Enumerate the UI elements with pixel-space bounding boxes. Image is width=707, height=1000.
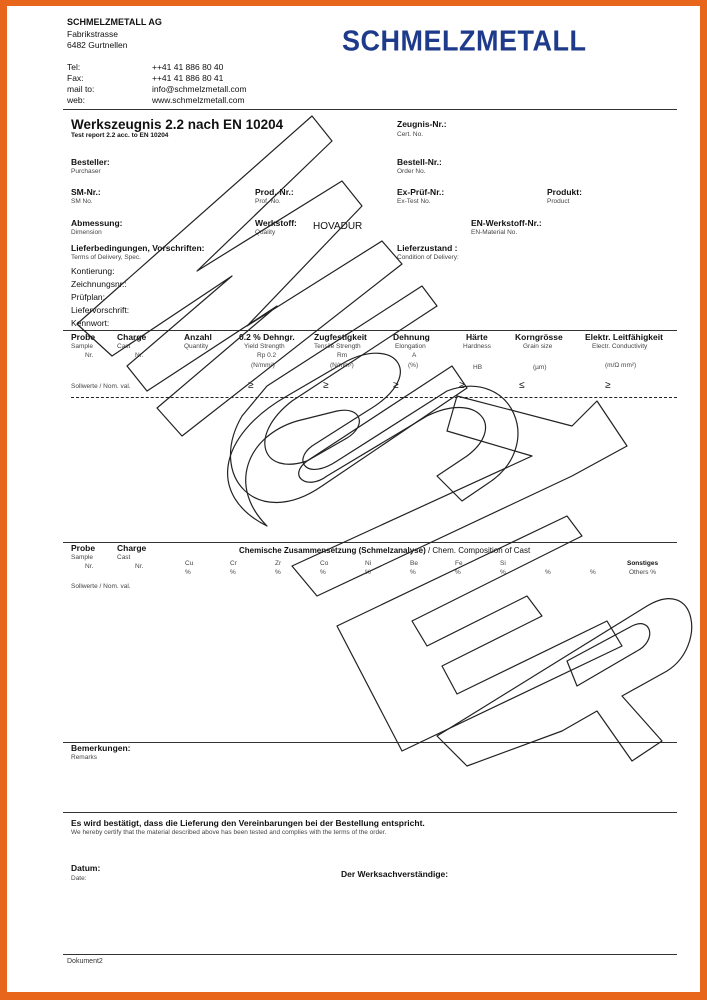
watermark-letter-s — [228, 353, 518, 526]
liefervorschrift-label: Liefervorschrift: — [71, 305, 130, 315]
report-title: Werkszeugnis 2.2 nach EN 10204 — [71, 117, 284, 132]
chem-header-probe: Probe — [71, 543, 96, 553]
werkstoff-sub: Quality — [255, 229, 276, 236]
produkt-label: Produkt: — [547, 187, 582, 197]
lieferzustand-sub: Condition of Delivery: — [397, 254, 459, 261]
chem-table-top-line — [63, 542, 677, 543]
enwerkstoff-sub: EN-Material No. — [471, 229, 518, 236]
chem-pct-9: % — [545, 569, 551, 576]
sm-label: SM-Nr.: — [71, 187, 101, 197]
mech-sollwerte: Sollwerte / Nom. val. — [71, 383, 131, 390]
chem-others: Others % — [629, 569, 657, 576]
zeichnung-label: Zeichnungsnr.: — [71, 279, 127, 289]
mech-unit-leit: (m/Ω mm²) — [605, 362, 637, 369]
mech-sign-leit: ≥ — [605, 380, 611, 391]
chem-el-fe: Fe — [455, 560, 463, 567]
mech-dashed-line — [71, 397, 677, 398]
mech-header-zug: Zugfestigkeit — [314, 332, 367, 342]
abmessung-sub: Dimension — [71, 229, 102, 236]
mech-header-charge: Charge — [117, 332, 147, 342]
mech-header-charge-sub: Cast — [117, 343, 131, 350]
chem-header-charge: Charge — [117, 543, 147, 553]
zeugnis-sub: Cert. No. — [397, 131, 424, 138]
company-street: Fabrikstrasse — [67, 29, 119, 39]
bestell-label: Bestell-Nr.: — [397, 157, 442, 167]
mail-value: info@schmelzmetall.com — [152, 84, 247, 94]
mech-sign-korn: ≤ — [519, 380, 525, 391]
remarks-sub: Remarks — [71, 754, 98, 761]
bestell-sub: Order No. — [397, 168, 426, 175]
muster-watermark — [7, 6, 700, 992]
mech-unit-korn: (µm) — [533, 364, 547, 371]
company-city: 6482 Gurtnellen — [67, 40, 128, 50]
werkstoff-value: HOVADUR — [313, 221, 363, 232]
prodnr-label: Prod.-Nr.: — [255, 187, 294, 197]
liefer-label: Lieferbedingungen, Vorschriften: — [71, 243, 205, 253]
remarks-label: Bemerkungen: — [71, 743, 131, 753]
kontierung-label: Kontierung: — [71, 266, 115, 276]
web-value: www.schmelzmetall.com — [152, 95, 245, 105]
tel-label: Tel: — [67, 62, 81, 72]
certify-top-line — [63, 812, 677, 813]
chem-header-charge-sub: Cast — [117, 554, 131, 561]
chem-title — [239, 547, 530, 555]
chem-pct-7: % — [455, 569, 461, 576]
footer-line — [63, 954, 677, 955]
mech-header-dehnung: Dehnung — [393, 332, 430, 342]
chem-sollwerte: Sollwerte / Nom. val. — [71, 583, 131, 590]
fax-value: ++41 41 886 80 41 — [152, 73, 224, 83]
certify-en: We hereby certify that the material described above has been tested and complies with the terms of the order. — [71, 829, 387, 836]
mech-table-top-line — [63, 330, 677, 331]
mech-header-probe: Probe — [71, 332, 96, 342]
mech-sign-dehngr: ≥ — [248, 380, 254, 391]
chem-sonstiges: Sonstiges — [627, 560, 659, 567]
besteller-label: Besteller: — [71, 157, 110, 167]
werkstoff-label: Werkstoff: — [255, 218, 297, 228]
kennwort-label: Kennwort: — [71, 318, 110, 328]
mech-header-haerte: Härte — [466, 332, 488, 342]
liefer-sub: Terms of Delivery, Spec. — [71, 254, 141, 261]
mech-header-probe-sub2: Nr. — [85, 352, 94, 359]
header-divider — [63, 109, 677, 110]
mech-header-leit-sub: Electr. Conductivity — [592, 343, 648, 350]
watermark-letter-u — [230, 286, 467, 502]
chem-el-cu: Cu — [185, 560, 194, 567]
mech-header-charge-sub2: Nr. — [135, 352, 144, 359]
mech-header-dehngr-sub: Yield Strength — [244, 343, 285, 350]
mech-header-zug-sub: Tensile Strength — [314, 343, 361, 350]
chem-pct-5: % — [365, 569, 371, 576]
chem-header-charge-sub2: Nr. — [135, 563, 144, 570]
chem-header-probe-sub2: Nr. — [85, 563, 94, 570]
chem-el-ni: Ni — [365, 560, 372, 567]
mail-label: mail to: — [67, 84, 95, 94]
abmessung-label: Abmessung: — [71, 218, 123, 228]
certify-de: Es wird bestätigt, dass die Lieferung den Vereinbarungen bei der Bestellung entspricht. — [71, 818, 425, 828]
expert-label: Der Werksachverständige: — [341, 869, 449, 879]
mech-header-dehnung-sub2: A — [412, 352, 417, 359]
mech-unit-dehngr: (N/mm²) — [251, 362, 275, 369]
mech-header-anzahl: Anzahl — [184, 332, 212, 342]
mech-header-leit: Elektr. Leitfähigkeit — [585, 332, 663, 342]
chem-title-rest: / Chem. Composition of Cast — [425, 546, 531, 555]
mech-unit-haerte: HB — [473, 364, 483, 371]
datum-label: Datum: — [71, 863, 101, 873]
mech-header-dehnung-sub: Elongation — [395, 343, 426, 350]
footer-doc-name: Dokument2 — [67, 958, 103, 965]
produkt-sub: Product — [547, 198, 570, 205]
datum-sub: Date: — [71, 875, 87, 882]
tel-value: ++41 41 886 80 40 — [152, 62, 224, 72]
chem-header-probe-sub: Sample — [71, 554, 94, 561]
zeugnis-label: Zeugnis-Nr.: — [397, 119, 447, 129]
company-logo: SCHMELZMETALL — [342, 25, 587, 57]
chem-pct-3: % — [275, 569, 281, 576]
mech-header-dehngr: 0.2 % Dehngr. — [239, 332, 295, 342]
fax-label: Fax: — [67, 73, 84, 83]
chem-el-si: Si — [500, 560, 506, 567]
mech-header-zug-sub2: Rm — [337, 352, 348, 359]
company-name: SCHMELZMETALL AG — [67, 17, 162, 27]
chem-pct-4: % — [320, 569, 326, 576]
besteller-sub: Purchaser — [71, 168, 101, 175]
watermark-letter-r — [437, 599, 692, 766]
exprue-label: Ex-Prüf-Nr.: — [397, 187, 445, 197]
chem-pct-10: % — [590, 569, 596, 576]
chem-pct-2: % — [230, 569, 236, 576]
mech-header-dehngr-sub2: Rp 0.2 — [257, 352, 277, 359]
chem-title-bold: Chemische Zusammensetzung (Schmelzanalyse) — [239, 546, 426, 555]
remarks-top-line — [63, 742, 677, 743]
exprue-sub: Ex-Test No. — [397, 198, 431, 205]
chem-el-be: Be — [410, 560, 418, 567]
mech-header-korn-sub: Grain size — [523, 343, 553, 350]
chem-el-cr: Cr — [230, 560, 237, 567]
mech-sign-dehnung: ≥ — [393, 380, 399, 391]
mech-header-haerte-sub: Hardness — [463, 343, 491, 350]
mech-unit-zug: (N/mm²) — [330, 362, 354, 369]
pruefplan-label: Prüfplan: — [71, 292, 106, 302]
web-label: web: — [67, 95, 85, 105]
chem-el-co: Co — [320, 560, 329, 567]
sm-sub: SM No. — [71, 198, 93, 205]
prodnr-sub: Prof. No. — [255, 198, 281, 205]
chem-pct-1: % — [185, 569, 191, 576]
chem-el-zr: Zr — [275, 560, 282, 567]
mech-header-probe-sub: Sample — [71, 343, 94, 350]
mech-unit-dehnung: (%) — [408, 362, 419, 369]
mech-sign-zug: ≥ — [323, 380, 329, 391]
mech-header-korn: Korngrösse — [515, 332, 563, 342]
enwerkstoff-label: EN-Werkstoff-Nr.: — [471, 218, 542, 228]
chem-pct-6: % — [410, 569, 416, 576]
mech-sign-haerte: ≥ — [459, 380, 465, 391]
lieferzustand-label: Lieferzustand : — [397, 243, 458, 253]
mech-header-anzahl-sub: Quantity — [184, 343, 209, 350]
document-page — [7, 6, 700, 992]
report-subtitle: Test report 2.2 acc. to EN 10204 — [71, 132, 169, 139]
chem-pct-8: % — [500, 569, 506, 576]
